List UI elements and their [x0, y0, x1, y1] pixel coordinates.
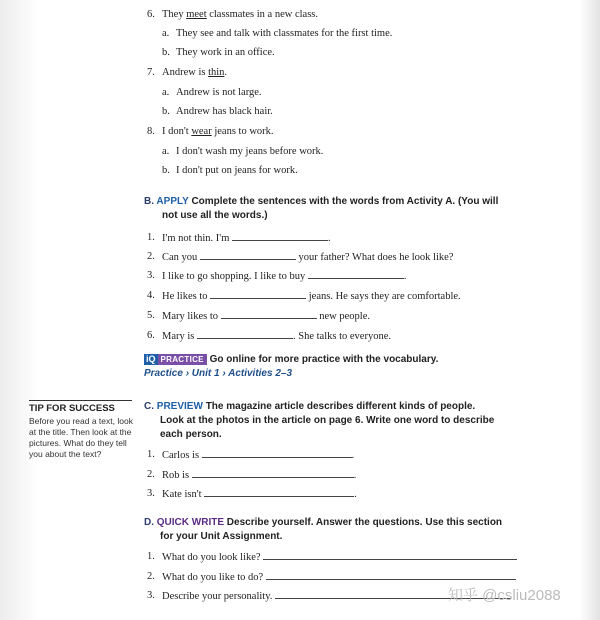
describe-carlos	[162, 448, 354, 462]
answer-blank[interactable]	[204, 487, 354, 497]
question-like-to-do	[162, 570, 516, 584]
item-number: 2.	[147, 469, 155, 480]
section-d-heading	[144, 516, 502, 530]
item-number: 3.	[147, 590, 155, 601]
answer-line[interactable]	[266, 570, 516, 580]
item-number: 3.	[147, 488, 155, 499]
option-letter: b.	[162, 106, 170, 117]
fill-sentence-1	[162, 231, 331, 245]
fill-sentence-2	[162, 250, 453, 264]
question-look-like	[162, 550, 517, 564]
option-text: Andrew has black hair.	[176, 106, 273, 117]
sentence-text: .	[353, 470, 357, 481]
instruction-text: Look at the photos in the article on page 6. Write one word to describe	[160, 415, 495, 426]
sentence-text: new people.	[316, 311, 370, 322]
instruction-text: each person.	[160, 429, 222, 440]
answer-blank[interactable]	[221, 309, 317, 319]
section-c-heading	[144, 400, 475, 414]
item-number: 4.	[147, 290, 155, 301]
answer-blank[interactable]	[192, 468, 354, 478]
watermark: 知乎 @csliu2088	[448, 587, 561, 604]
describe-rob	[162, 468, 356, 482]
question-7	[162, 66, 227, 79]
iq-practice-line	[144, 353, 438, 367]
tip-title: TIP FOR SUCCESS	[29, 403, 115, 414]
fill-sentence-5	[162, 309, 370, 323]
tip-body: Before you read a text, look at the title. Then look at the pictures. What do they tell you about the text?	[29, 416, 133, 459]
item-number: 2.	[147, 571, 155, 582]
option-letter: a.	[162, 146, 170, 157]
section-letter: B.	[144, 196, 154, 207]
sentence-text: I'm not thin. I'm	[162, 233, 232, 244]
sentence-text: Kate isn't	[162, 489, 205, 500]
section-letter: C.	[144, 401, 154, 412]
tip-divider	[29, 400, 132, 401]
item-number: 6.	[147, 9, 155, 20]
section-letter: D.	[144, 517, 154, 528]
sentence-text: your father? What does he look like?	[295, 252, 454, 263]
sentence-text: Mary is	[162, 331, 197, 342]
item-number: 8.	[147, 126, 155, 137]
instruction-text: The magazine article describes different kinds of people.	[205, 401, 476, 412]
item-number: 1.	[147, 551, 155, 562]
sentence-text: . She talks to everyone.	[293, 331, 391, 342]
item-number: 3.	[147, 270, 155, 281]
item-number: 1.	[147, 449, 155, 460]
answer-blank[interactable]	[197, 329, 293, 339]
question-6	[162, 8, 318, 21]
sentence-text: Rob is	[162, 470, 192, 481]
option-text: I don't wash my jeans before work.	[176, 146, 324, 157]
question-text: What do you look like?	[162, 552, 261, 563]
option-text: I don't put on jeans for work.	[176, 165, 298, 176]
question-text: What do you like to do?	[162, 572, 264, 583]
section-title: PREVIEW	[156, 401, 203, 412]
sentence-text: .	[403, 271, 407, 282]
fill-sentence-6	[162, 329, 391, 343]
page-edge-right	[580, 0, 600, 620]
sentence-text: .	[354, 489, 357, 500]
section-title: APPLY	[156, 196, 189, 207]
answer-blank[interactable]	[210, 289, 306, 299]
iq-logo: iQ	[146, 354, 156, 364]
sentence-text: .	[351, 450, 355, 461]
question-text: I don't	[162, 126, 192, 137]
option-letter: a.	[162, 87, 170, 98]
fill-sentence-3	[162, 269, 406, 283]
sentence-text: jeans. He says they are comfortable.	[306, 291, 461, 302]
answer-blank[interactable]	[202, 448, 352, 458]
sentence-text: Carlos is	[162, 450, 202, 461]
item-number: 1.	[147, 232, 155, 243]
page-edge-left	[0, 0, 38, 620]
sentence-text: Mary likes to	[162, 311, 221, 322]
practice-path-link[interactable]: Practice › Unit 1 › Activities 2–3	[144, 368, 293, 379]
question-text: jeans to work.	[211, 126, 274, 137]
question-text: They	[162, 9, 187, 20]
underlined-word: thin	[208, 67, 225, 78]
option-letter: a.	[162, 28, 170, 39]
answer-line[interactable]	[263, 550, 517, 560]
sentence-text: .	[328, 233, 331, 244]
sentence-text: He likes to	[162, 291, 211, 302]
item-number: 6.	[147, 330, 155, 341]
instruction-text: not use all the words.)	[162, 210, 268, 221]
section-title: QUICK WRITE	[156, 517, 224, 528]
answer-blank[interactable]	[232, 231, 328, 241]
practice-badge: PRACTICE	[158, 354, 207, 365]
instruction-text: Complete the sentences with the words from Activity A. (You will	[191, 196, 499, 207]
item-number: 2.	[147, 251, 155, 262]
underlined-word: wear	[191, 126, 212, 137]
question-text: Describe your personality.	[162, 591, 273, 602]
sentence-text: I like to go shopping. I like to buy	[162, 271, 308, 282]
describe-kate	[162, 487, 357, 501]
option-text: They work in an office.	[176, 47, 275, 58]
option-letter: b.	[162, 165, 170, 176]
option-text: Andrew is not large.	[176, 87, 262, 98]
option-letter: b.	[162, 47, 170, 58]
option-text: They see and talk with classmates for the first time.	[176, 28, 393, 39]
question-text: classmates in a new class.	[206, 9, 318, 20]
question-text: Andrew is	[162, 67, 209, 78]
underlined-word: meet	[186, 9, 207, 20]
fill-sentence-4	[162, 289, 461, 303]
question-8	[162, 125, 274, 138]
answer-blank[interactable]	[200, 250, 296, 260]
iq-practice-text: Go online for more practice with the vocabulary.	[209, 354, 439, 365]
sentence-text: Can you	[162, 252, 200, 263]
item-number: 7.	[147, 67, 155, 78]
item-number: 5.	[147, 310, 155, 321]
question-text: .	[224, 67, 228, 78]
instruction-text: Describe yourself. Answer the questions. Use this section	[226, 517, 503, 528]
instruction-text: for your Unit Assignment.	[160, 531, 283, 542]
answer-blank[interactable]	[308, 269, 404, 279]
section-b-heading	[144, 195, 498, 209]
